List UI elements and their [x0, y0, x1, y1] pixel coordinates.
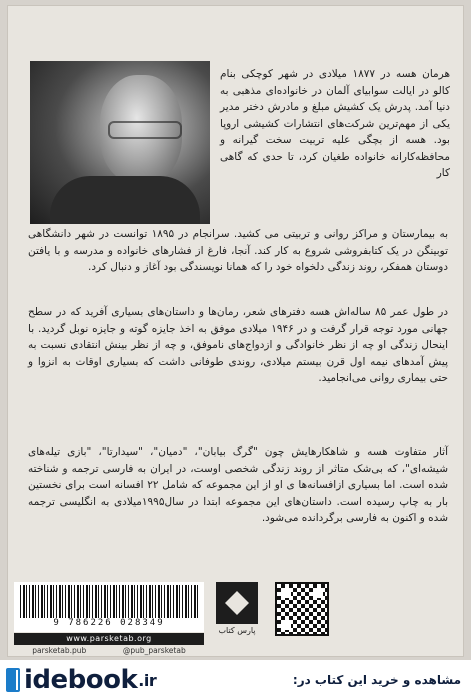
- isbn-barcode: [14, 582, 204, 632]
- bio-paragraph-1b: به بیمارستان و مراکز روانی و تربیتی می کشید. سرانجام در ۱۸۹۵ توانست در شهر دانشگاهی توبینگن در یک کتابفروشی شروع به کار کند. آنجا، فارغ از فشارهای خانواده و مدرسه و با یافتن دوستان همفکر، روند زندگی دلخواه خود را که همانا نویسندگی بود آغاز و دنبال کرد.: [28, 228, 449, 273]
- publisher-logo: [212, 582, 262, 644]
- brand-domain: .ir: [138, 670, 157, 690]
- bio-paragraph-2: در طول عمر ۸۵ ساله‌اش هسه دفترهای شعر، رمان‌ها و داستان‌های بسیاری آفرید که در سطح جهانی مورد توجه قرار گرفت و در ۱۹۴۶ میلادی موفق به اخذ جایزه گوته و جایزه نوبل گردید. با اینحال زندگی او چه از نظر خانوادگی و ازدواج‌های ناموفق، و چه از نظر بینش انتقادی نسبت به پیش آمدهای نیمه اول قرن بیستم میلادی، روندی طوفانی داشت که بسیاری اوقات به انزوا و حتی بیماری روانی می‌انجامید.: [28, 306, 448, 384]
- publisher-instagram: @pub_parsketab: [122, 646, 186, 655]
- barcode-bars: [20, 585, 198, 618]
- idebook-brand[interactable]: [6, 665, 156, 695]
- publisher-website: www.parsketab.org: [14, 633, 204, 645]
- promo-text: مشاهده و خرید این کتاب در:: [292, 673, 461, 687]
- brand-name: idebook: [24, 665, 138, 695]
- book-back-cover: [8, 6, 463, 656]
- portrait-glasses: [108, 121, 182, 139]
- site-footer: [0, 660, 471, 700]
- publisher-logo-text: پارس کتاب: [218, 626, 256, 635]
- bio-paragraph-1a: هرمان هسه در ۱۸۷۷ میلادی در شهر کوچکی بنام کالو در ایالت سوابیای آلمان در خانواده‌ای مذهبی به دنیا آمد. پدرش یک کشیش مبلغ و مادرش دختر مدیر یکی از مهم‌ترین شرکت‌های انتشارات کشیشی اروپا بود. هسه از بچگی علیه تربیت سخت گیرانه و محافظه‌کارانه خانواده طغیان کرد، تا حدی که گاهی کار: [220, 68, 450, 179]
- publisher-email: parsketab.pub: [32, 646, 87, 655]
- bio-paragraph-3: آثار متفاوت هسه و شاهکارهایش چون "گرگ بیابان"، "دمیان"، "سیدارتا"، "بازی تیله‌های شیشه‌ای"، که بی‌شک متاثر از روند زندگی شخصی اوست، در ایران به فارسی ترجمه و شناخته شده است. اما بسیاری ازافسانه‌ها ی او از این مجموعه که شامل ۲۲ افسانه است برای نخستین بار به چاپ رسیده است. داستان‌های این مجموعه ابتدا در سال۱۹۹۵میلادی به انگلیسی ترجمه شده و اکنون به فارسی برگردانده می‌شود.: [28, 446, 449, 524]
- book-icon: [6, 668, 20, 692]
- parsketab-logo-icon: [216, 582, 258, 624]
- portrait-shoulders: [50, 176, 200, 224]
- barcode-digits: 9 786226 028349: [53, 618, 165, 628]
- qr-code: [275, 582, 329, 636]
- publisher-social: [14, 645, 204, 657]
- author-portrait: [30, 61, 210, 224]
